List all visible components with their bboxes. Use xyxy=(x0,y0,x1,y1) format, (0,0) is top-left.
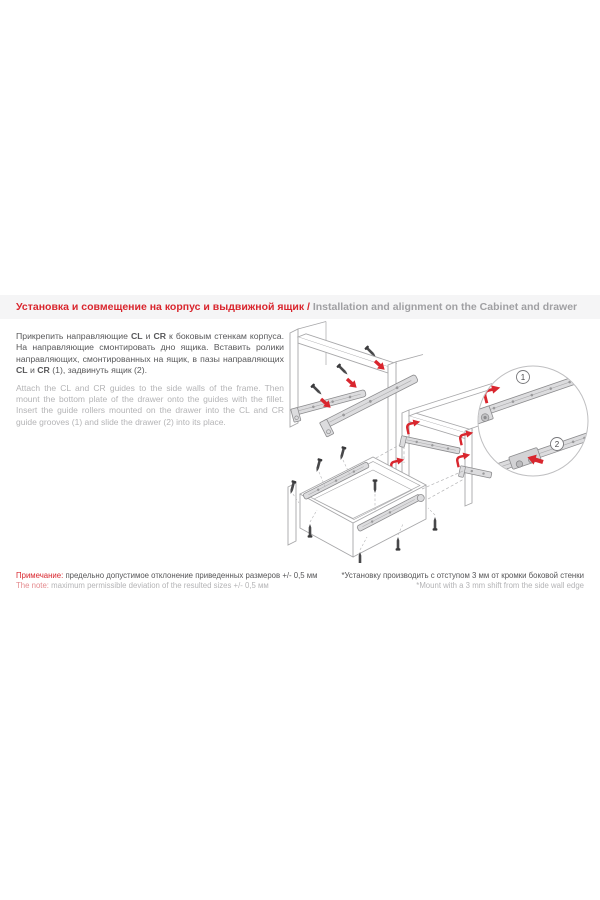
note-ru-label: Примечание: xyxy=(16,571,64,580)
screw-icon xyxy=(433,517,438,531)
slide-rail-mounted xyxy=(458,466,492,483)
ru-bold-cl: CL xyxy=(131,331,143,341)
callout-2-number: 2 xyxy=(554,440,560,449)
offset-note-ru: *Установку производить с отступом 3 мм от кромки боковой стенки xyxy=(341,571,584,580)
screw-icon xyxy=(396,537,401,551)
callout-2-badge xyxy=(551,438,564,451)
screw-icon xyxy=(308,524,313,538)
ru-text: Прикрепить направляющие xyxy=(16,331,132,341)
ru-bold-cr: CR xyxy=(37,365,50,376)
page-title-ru: Установка и совмещение на корпус и выдвижной ящик xyxy=(16,301,305,313)
ru-bold-cl: CL xyxy=(16,365,28,376)
screw-icon xyxy=(314,458,322,472)
note-ru-text: предельно допустимое отклонение приведенных размеров +/- 0,5 мм xyxy=(63,571,318,580)
instructions-en: Attach the CL and CR guides to the side walls of the frame. Then mount the bottom plate of the drawer onto the guides with the fillet. Insert the guide rollers mounted on the drawer into the CL and CR guide grooves (1) and slide the drawer (2) into its place. xyxy=(16,383,284,427)
instructions-ru xyxy=(16,331,284,377)
note-ru-line xyxy=(16,571,318,580)
title-separator: / xyxy=(304,301,313,313)
screw-icon xyxy=(310,383,323,396)
red-arrow-icon xyxy=(344,376,359,391)
installation-diagram xyxy=(280,313,600,563)
ru-bold-cr: CR xyxy=(153,331,167,341)
screw-icon xyxy=(338,446,346,460)
offset-note-en: *Mount with a 3 mm shift from the side wall edge xyxy=(416,580,584,590)
note-en-label: The note: xyxy=(16,580,49,590)
callout-1-number: 1 xyxy=(520,373,526,382)
ru-text: (1), задвинуть ящик (2). xyxy=(49,365,148,376)
ru-text: и xyxy=(27,365,38,376)
screw-icon xyxy=(336,363,349,376)
note-en-line xyxy=(16,581,269,590)
note-en-text: maximum permissible deviation of the resulted sizes +/- 0,5 мм xyxy=(48,580,269,590)
ru-text: и xyxy=(142,331,154,341)
callout-1-badge xyxy=(517,371,530,384)
ru-text: к боковым стенкам корпуса. На направляющие смонтировать дно ящика. Вставить ролики направляющих, смонтированных на ящик, в пазы направляющих xyxy=(16,331,284,364)
notes-right xyxy=(284,571,584,591)
screw-icon xyxy=(358,552,363,563)
page-title-en: Installation and alignment on the Cabinet and drawer xyxy=(312,301,578,313)
